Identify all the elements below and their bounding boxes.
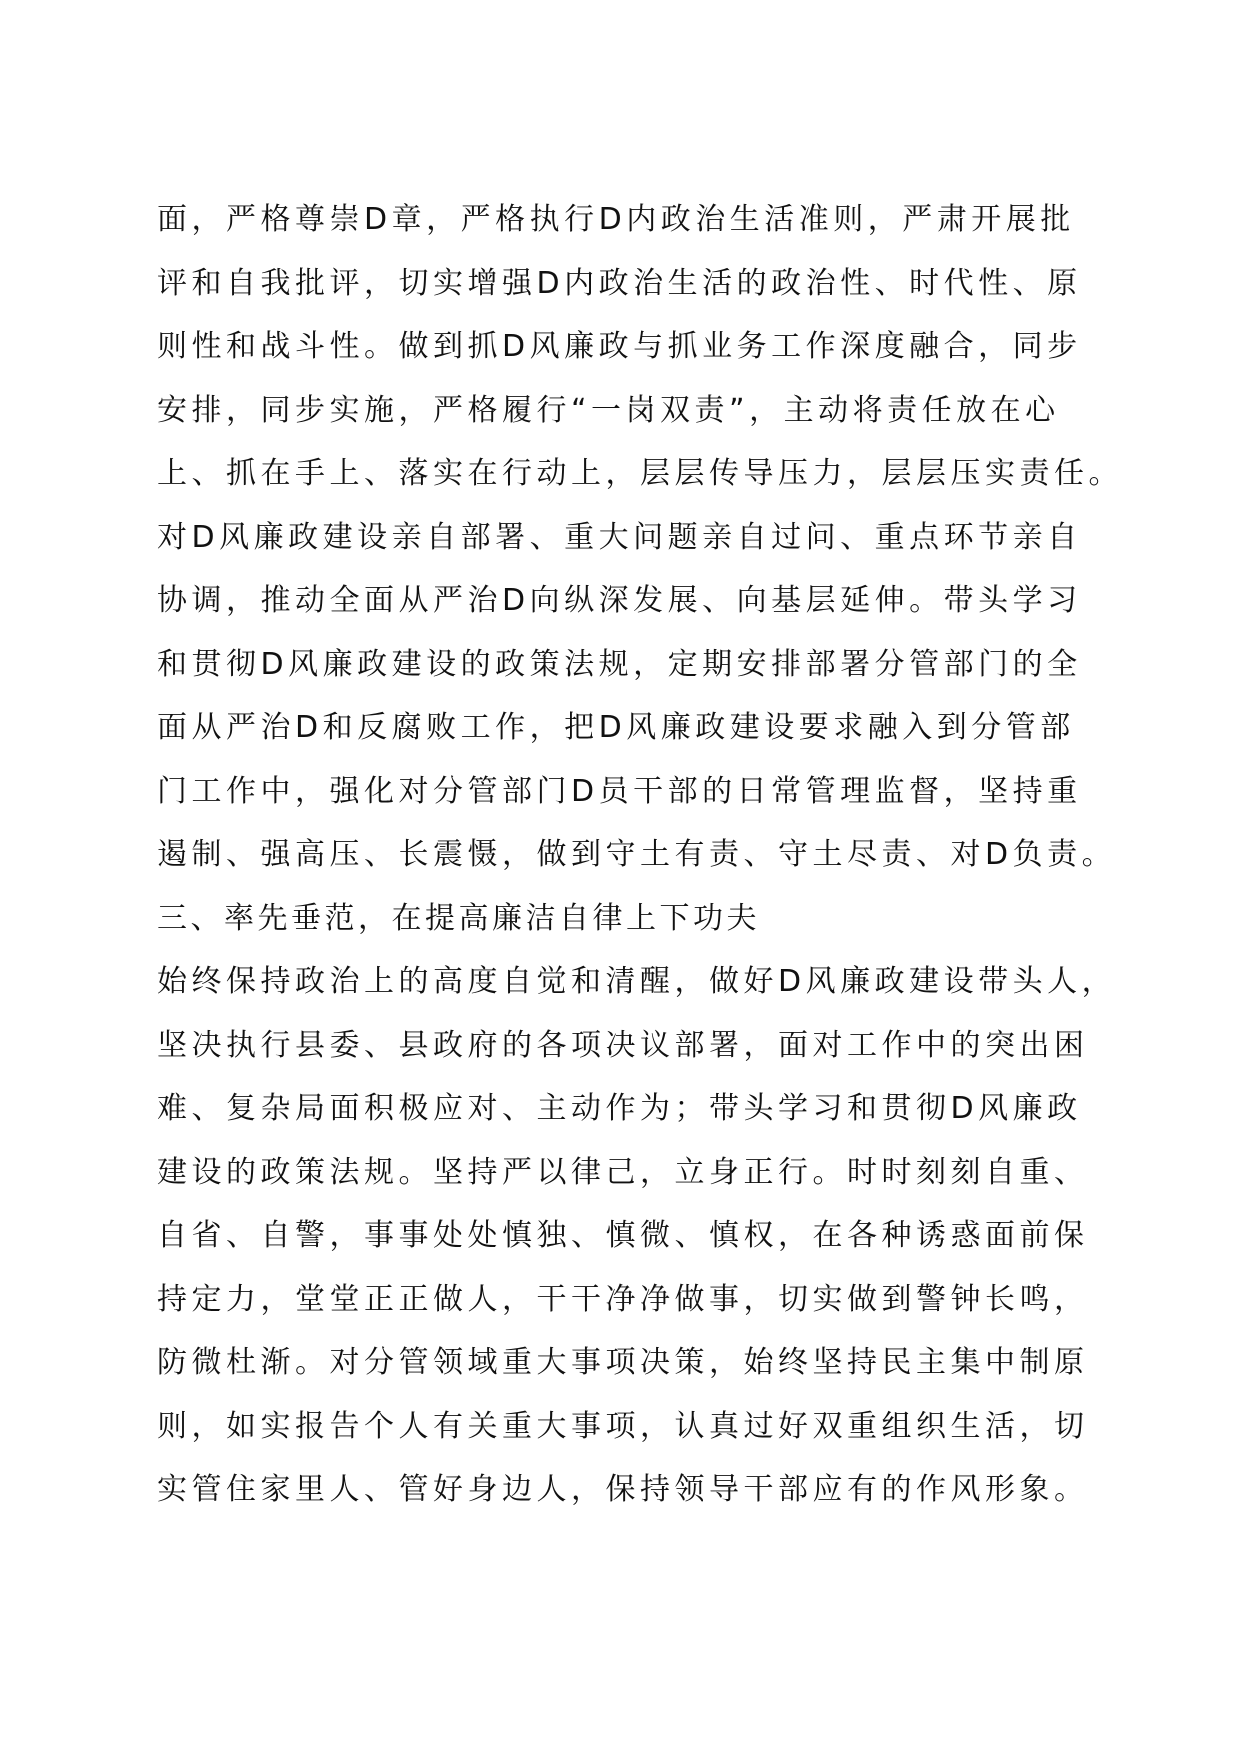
text-line: 上、抓在手上、落实在行动上，层层传导压力，层层压实责任。 <box>157 456 1123 491</box>
text-line: 难、复杂局面积极应对、主动作为；带头学习和贯彻D风廉政 <box>157 1091 1082 1126</box>
text-line: 评和自我批评，切实增强D内政治生活的政治性、时代性、原 <box>157 265 1082 301</box>
section-heading: 三、率先垂范，在提高廉洁自律上下功夫 <box>157 900 760 936</box>
text-line: 自省、自警，事事处处慎独、慎微、慎权，在各种诱惑面前保 <box>157 1218 1089 1253</box>
text-line: 遏制、强高压、长震慑，做到守土有责、守土尽责、对D负责。 <box>157 837 1117 872</box>
text-line: 门工作中，强化对分管部门D员干部的日常管理监督，坚持重 <box>157 773 1082 809</box>
text-line: 持定力，堂堂正正做人，干干净净做事，切实做到警钟长鸣， <box>157 1281 1089 1317</box>
text-line: 面，严格尊崇D章，严格执行D内政治生活准则，严肃开展批 <box>157 202 1075 237</box>
text-line: 防微杜渐。对分管领域重大事项决策，始终坚持民主集中制原 <box>157 1345 1089 1380</box>
text-line: 实管住家里人、管好身边人，保持领导干部应有的作风形象。 <box>157 1472 1089 1507</box>
text-line: 面从严治D和反腐败工作，把D风廉政建设要求融入到分管部 <box>157 710 1075 745</box>
text-line: 安排，同步实施，严格履行“一岗双责”，主动将责任放在心 <box>157 392 1060 428</box>
text-line: 协调，推动全面从严治D向纵深发展、向基层延伸。带头学习 <box>157 583 1082 618</box>
text-line: 对D风廉政建设亲自部署、重大问题亲自过问、重点环节亲自 <box>157 519 1082 555</box>
text-line: 则，如实报告个人有关重大事项，认真过好双重组织生活，切 <box>157 1408 1089 1444</box>
text-line: 建设的政策法规。坚持严以律己，立身正行。时时刻刻自重、 <box>157 1154 1089 1190</box>
text-line: 则性和战斗性。做到抓D风廉政与抓业务工作深度融合，同步 <box>157 329 1082 364</box>
document-body <box>157 188 1123 1522</box>
text-line: 坚决执行县委、县政府的各项决议部署，面对工作中的突出困 <box>157 1027 1089 1063</box>
text-line: 始终保持政治上的高度自觉和清醒，做好D风廉政建设带头人， <box>157 964 1117 999</box>
text-line: 和贯彻D风廉政建设的政策法规，定期安排部署分管部门的全 <box>157 646 1082 682</box>
